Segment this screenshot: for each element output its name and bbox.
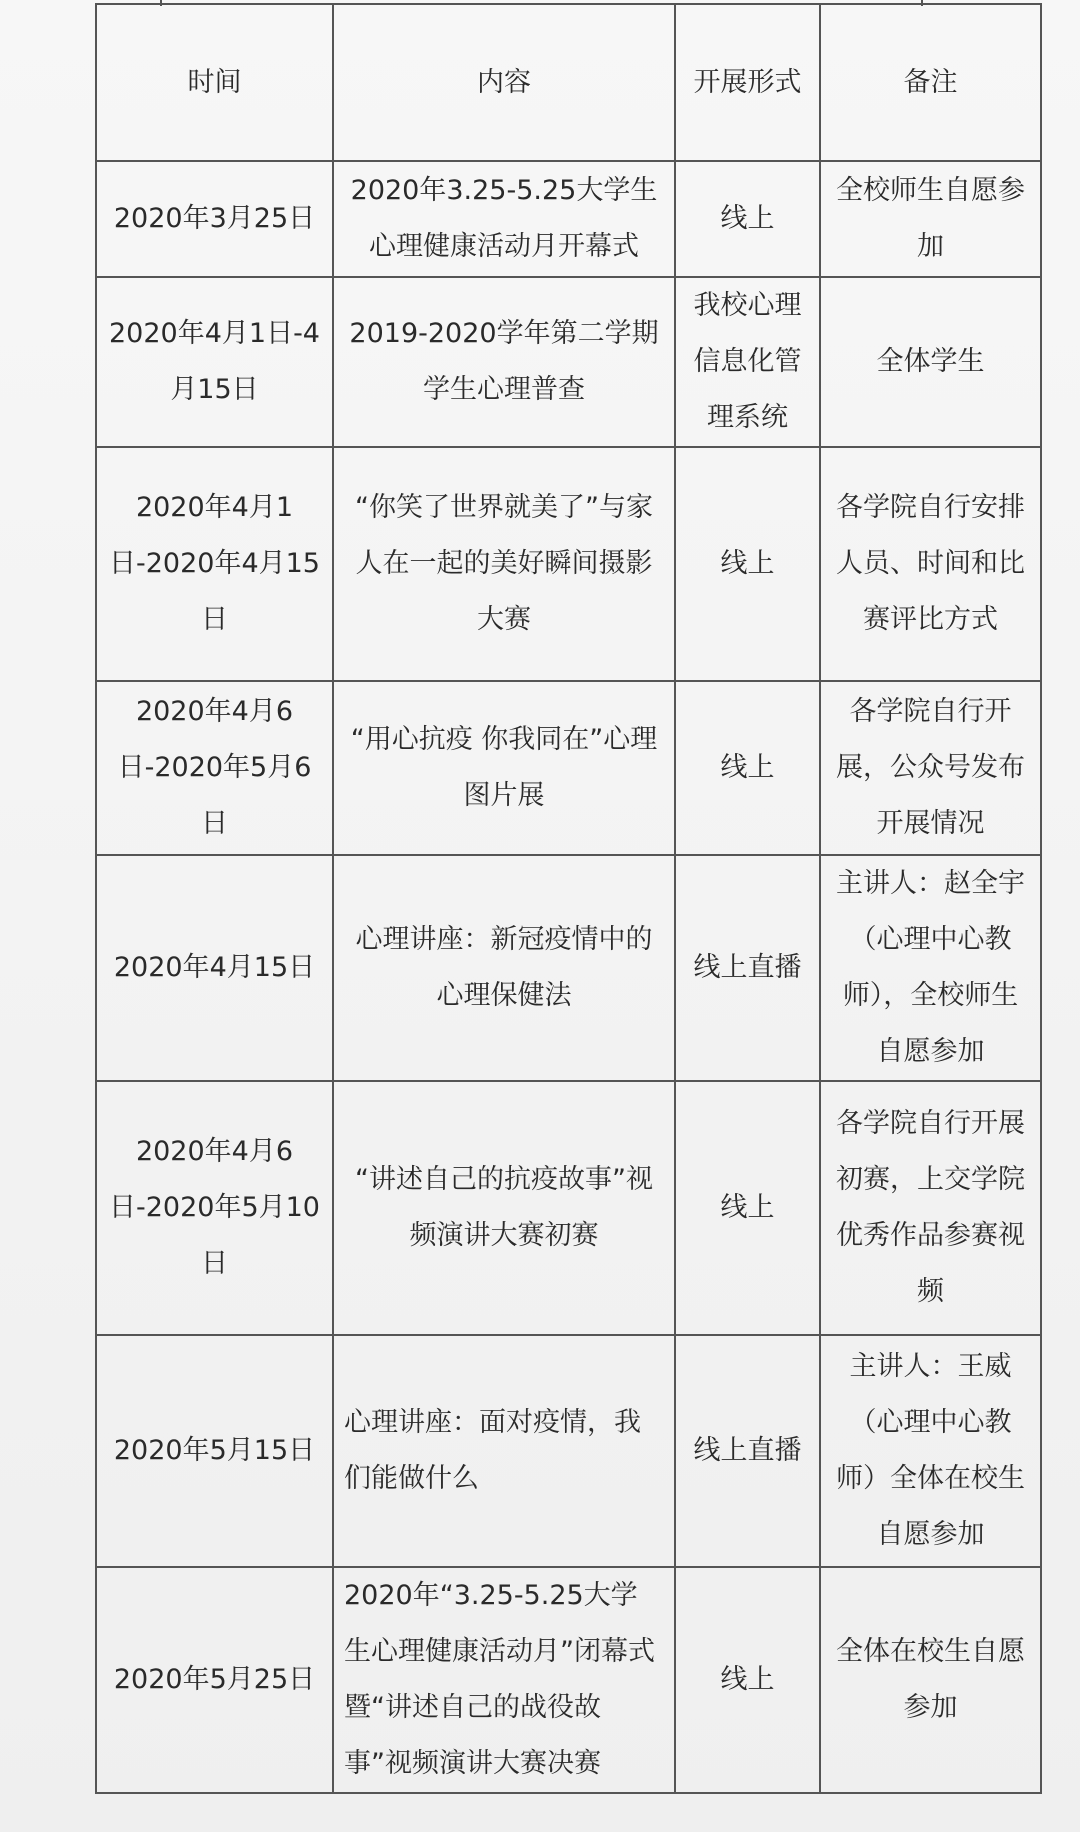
cell-content: 心理讲座：面对疫情，我们能做什么 bbox=[333, 1335, 675, 1567]
cell-form: 线上 bbox=[675, 1567, 820, 1793]
table-row bbox=[96, 161, 1041, 277]
cell-content: “你笑了世界就美了”与家人在一起的美好瞬间摄影大赛 bbox=[333, 447, 675, 681]
cell-note: 主讲人：王威（心理中心教师）全体在校生自愿参加 bbox=[820, 1335, 1041, 1567]
cell-content: 2020年“3.25-5.25大学生心理健康活动月”闭幕式暨“讲述自己的战役故事”视频演讲大赛决赛 bbox=[333, 1567, 675, 1793]
cell-time: 2020年3月25日 bbox=[96, 161, 333, 277]
cell-time: 2020年4月6日-2020年5月10日 bbox=[96, 1081, 333, 1335]
cell-content: 2020年3.25-5.25大学生心理健康活动月开幕式 bbox=[333, 161, 675, 277]
cell-time: 2020年4月6日-2020年5月6日 bbox=[96, 681, 333, 855]
cell-content: 2019-2020学年第二学期学生心理普查 bbox=[333, 277, 675, 447]
cell-note: 主讲人：赵全宇（心理中心教师），全校师生自愿参加 bbox=[820, 855, 1041, 1081]
cell-form: 线上 bbox=[675, 681, 820, 855]
table-row bbox=[96, 277, 1041, 447]
cell-form: 线上 bbox=[675, 1081, 820, 1335]
cell-form: 线上 bbox=[675, 447, 820, 681]
cell-note: 全校师生自愿参加 bbox=[820, 161, 1041, 277]
header-note: 备注 bbox=[820, 4, 1041, 161]
header-time: 时间 bbox=[96, 4, 333, 161]
table-row bbox=[96, 1567, 1041, 1793]
cell-form: 线上 bbox=[675, 161, 820, 277]
cell-form: 线上直播 bbox=[675, 1335, 820, 1567]
cell-form: 线上直播 bbox=[675, 855, 820, 1081]
table-row bbox=[96, 1335, 1041, 1567]
cell-content: “用心抗疫 你我同在”心理图片展 bbox=[333, 681, 675, 855]
cell-content: 心理讲座：新冠疫情中的心理保健法 bbox=[333, 855, 675, 1081]
cell-content: “讲述自己的抗疫故事”视频演讲大赛初赛 bbox=[333, 1081, 675, 1335]
header-content: 内容 bbox=[333, 4, 675, 161]
cell-time: 2020年5月25日 bbox=[96, 1567, 333, 1793]
activity-schedule-table bbox=[95, 3, 1042, 1794]
cell-note: 各学院自行安排人员、时间和比赛评比方式 bbox=[820, 447, 1041, 681]
table-row bbox=[96, 447, 1041, 681]
header-form: 开展形式 bbox=[675, 4, 820, 161]
cell-note: 全体学生 bbox=[820, 277, 1041, 447]
cell-form: 我校心理信息化管理系统 bbox=[675, 277, 820, 447]
cell-note: 各学院自行开展初赛，上交学院优秀作品参赛视频 bbox=[820, 1081, 1041, 1335]
cell-time: 2020年4月15日 bbox=[96, 855, 333, 1081]
cell-time: 2020年4月1日-2020年4月15日 bbox=[96, 447, 333, 681]
cell-note: 各学院自行开展，公众号发布开展情况 bbox=[820, 681, 1041, 855]
header-row bbox=[96, 4, 1041, 161]
table-row bbox=[96, 1081, 1041, 1335]
cell-time: 2020年5月15日 bbox=[96, 1335, 333, 1567]
cell-note: 全体在校生自愿参加 bbox=[820, 1567, 1041, 1793]
table-row bbox=[96, 855, 1041, 1081]
cell-time: 2020年4月1日-4月15日 bbox=[96, 277, 333, 447]
table-row bbox=[96, 681, 1041, 855]
